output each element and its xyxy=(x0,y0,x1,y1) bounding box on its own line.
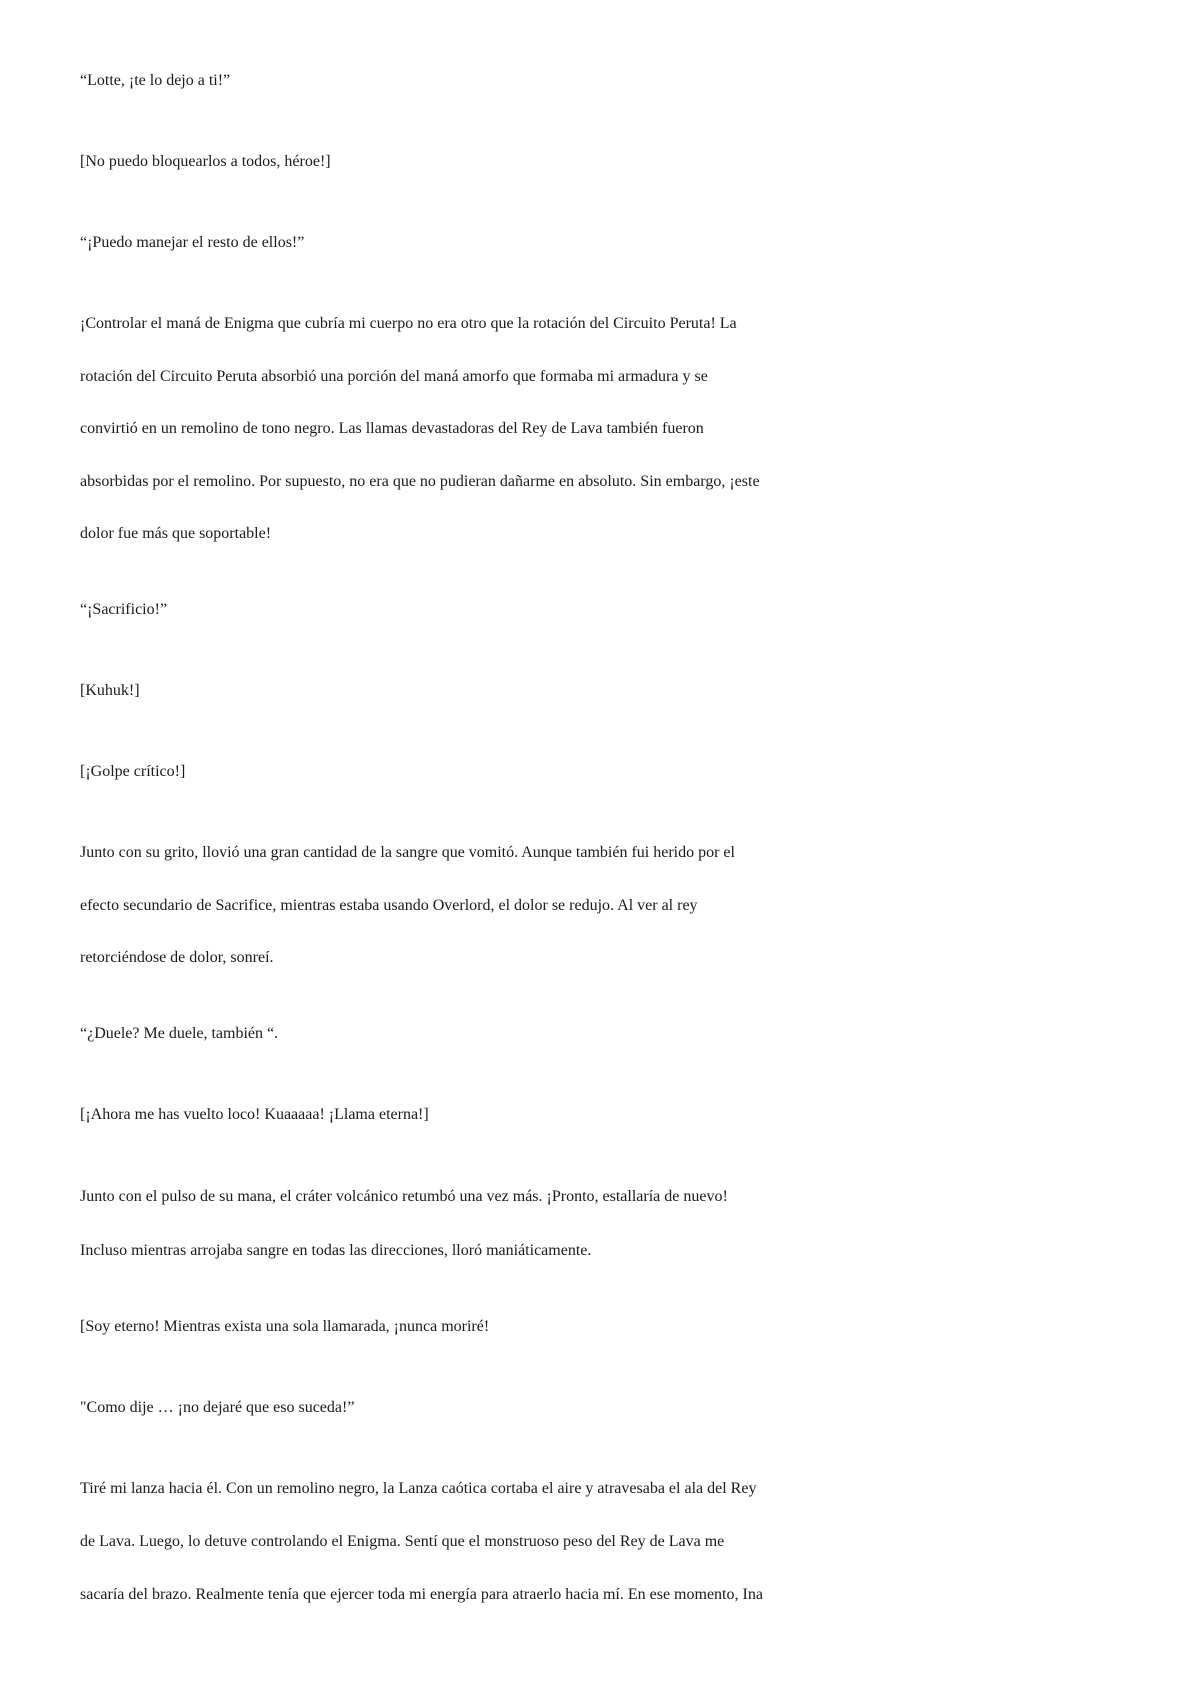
text-line: “Lotte, ¡te lo dejo a ti!” xyxy=(80,72,231,89)
text-line: [¡Ahora me has vuelto loco! Kuaaaaa! ¡Llama eterna!] xyxy=(80,1106,429,1123)
text-line: de Lava. Luego, lo detuve controlando el Enigma. Sentí que el monstruoso peso del Rey de Lava me xyxy=(80,1533,725,1550)
text-line: “¡Puedo manejar el resto de ellos!” xyxy=(80,234,305,251)
text-line: Tiré mi lanza hacia él. Con un remolino negro, la Lanza caótica cortaba el aire y atravesaba el ala del Rey xyxy=(80,1480,757,1497)
text-line: retorciéndose de dolor, sonreí. xyxy=(80,949,274,966)
text-line: Junto con el pulso de su mana, el cráter volcánico retumbó una vez más. ¡Pronto, estallaría de nuevo! xyxy=(80,1188,728,1205)
text-line: “¿Duele? Me duele, también “. xyxy=(80,1025,279,1042)
text-line: [¡Golpe crítico!] xyxy=(80,763,186,780)
text-line: [No puedo bloquearlos a todos, héroe!] xyxy=(80,153,331,170)
text-line: absorbidas por el remolino. Por supuesto, no era que no pudieran dañarme en absoluto. Sin embargo, ¡este xyxy=(80,473,760,490)
text-line: Incluso mientras arrojaba sangre en todas las direcciones, lloró maniáticamente. xyxy=(80,1242,592,1259)
text-line: "Como dije … ¡no dejaré que eso suceda!” xyxy=(80,1399,355,1416)
text-line: “¡Sacrificio!” xyxy=(80,601,168,618)
text-line: rotación del Circuito Peruta absorbió una porción del maná amorfo que formaba mi armadura y se xyxy=(80,368,708,385)
text-line: convirtió en un remolino de tono negro. Las llamas devastadoras del Rey de Lava también fueron xyxy=(80,420,704,437)
text-line: [Soy eterno! Mientras exista una sola llamarada, ¡nunca moriré! xyxy=(80,1318,490,1335)
text-line: dolor fue más que soportable! xyxy=(80,525,272,542)
text-line: [Kuhuk!] xyxy=(80,682,140,699)
text-line: efecto secundario de Sacrifice, mientras estaba usando Overlord, el dolor se redujo. Al ver al rey xyxy=(80,897,698,914)
text-line: Junto con su grito, llovió una gran cantidad de la sangre que vomitó. Aunque también fui herido por el xyxy=(80,844,735,861)
text-line: sacaría del brazo. Realmente tenía que ejercer toda mi energía para atraerlo hacia mí. En ese momento, Ina xyxy=(80,1586,763,1603)
text-line: ¡Controlar el maná de Enigma que cubría mi cuerpo no era otro que la rotación del Circuito Peruta! La xyxy=(80,315,737,332)
